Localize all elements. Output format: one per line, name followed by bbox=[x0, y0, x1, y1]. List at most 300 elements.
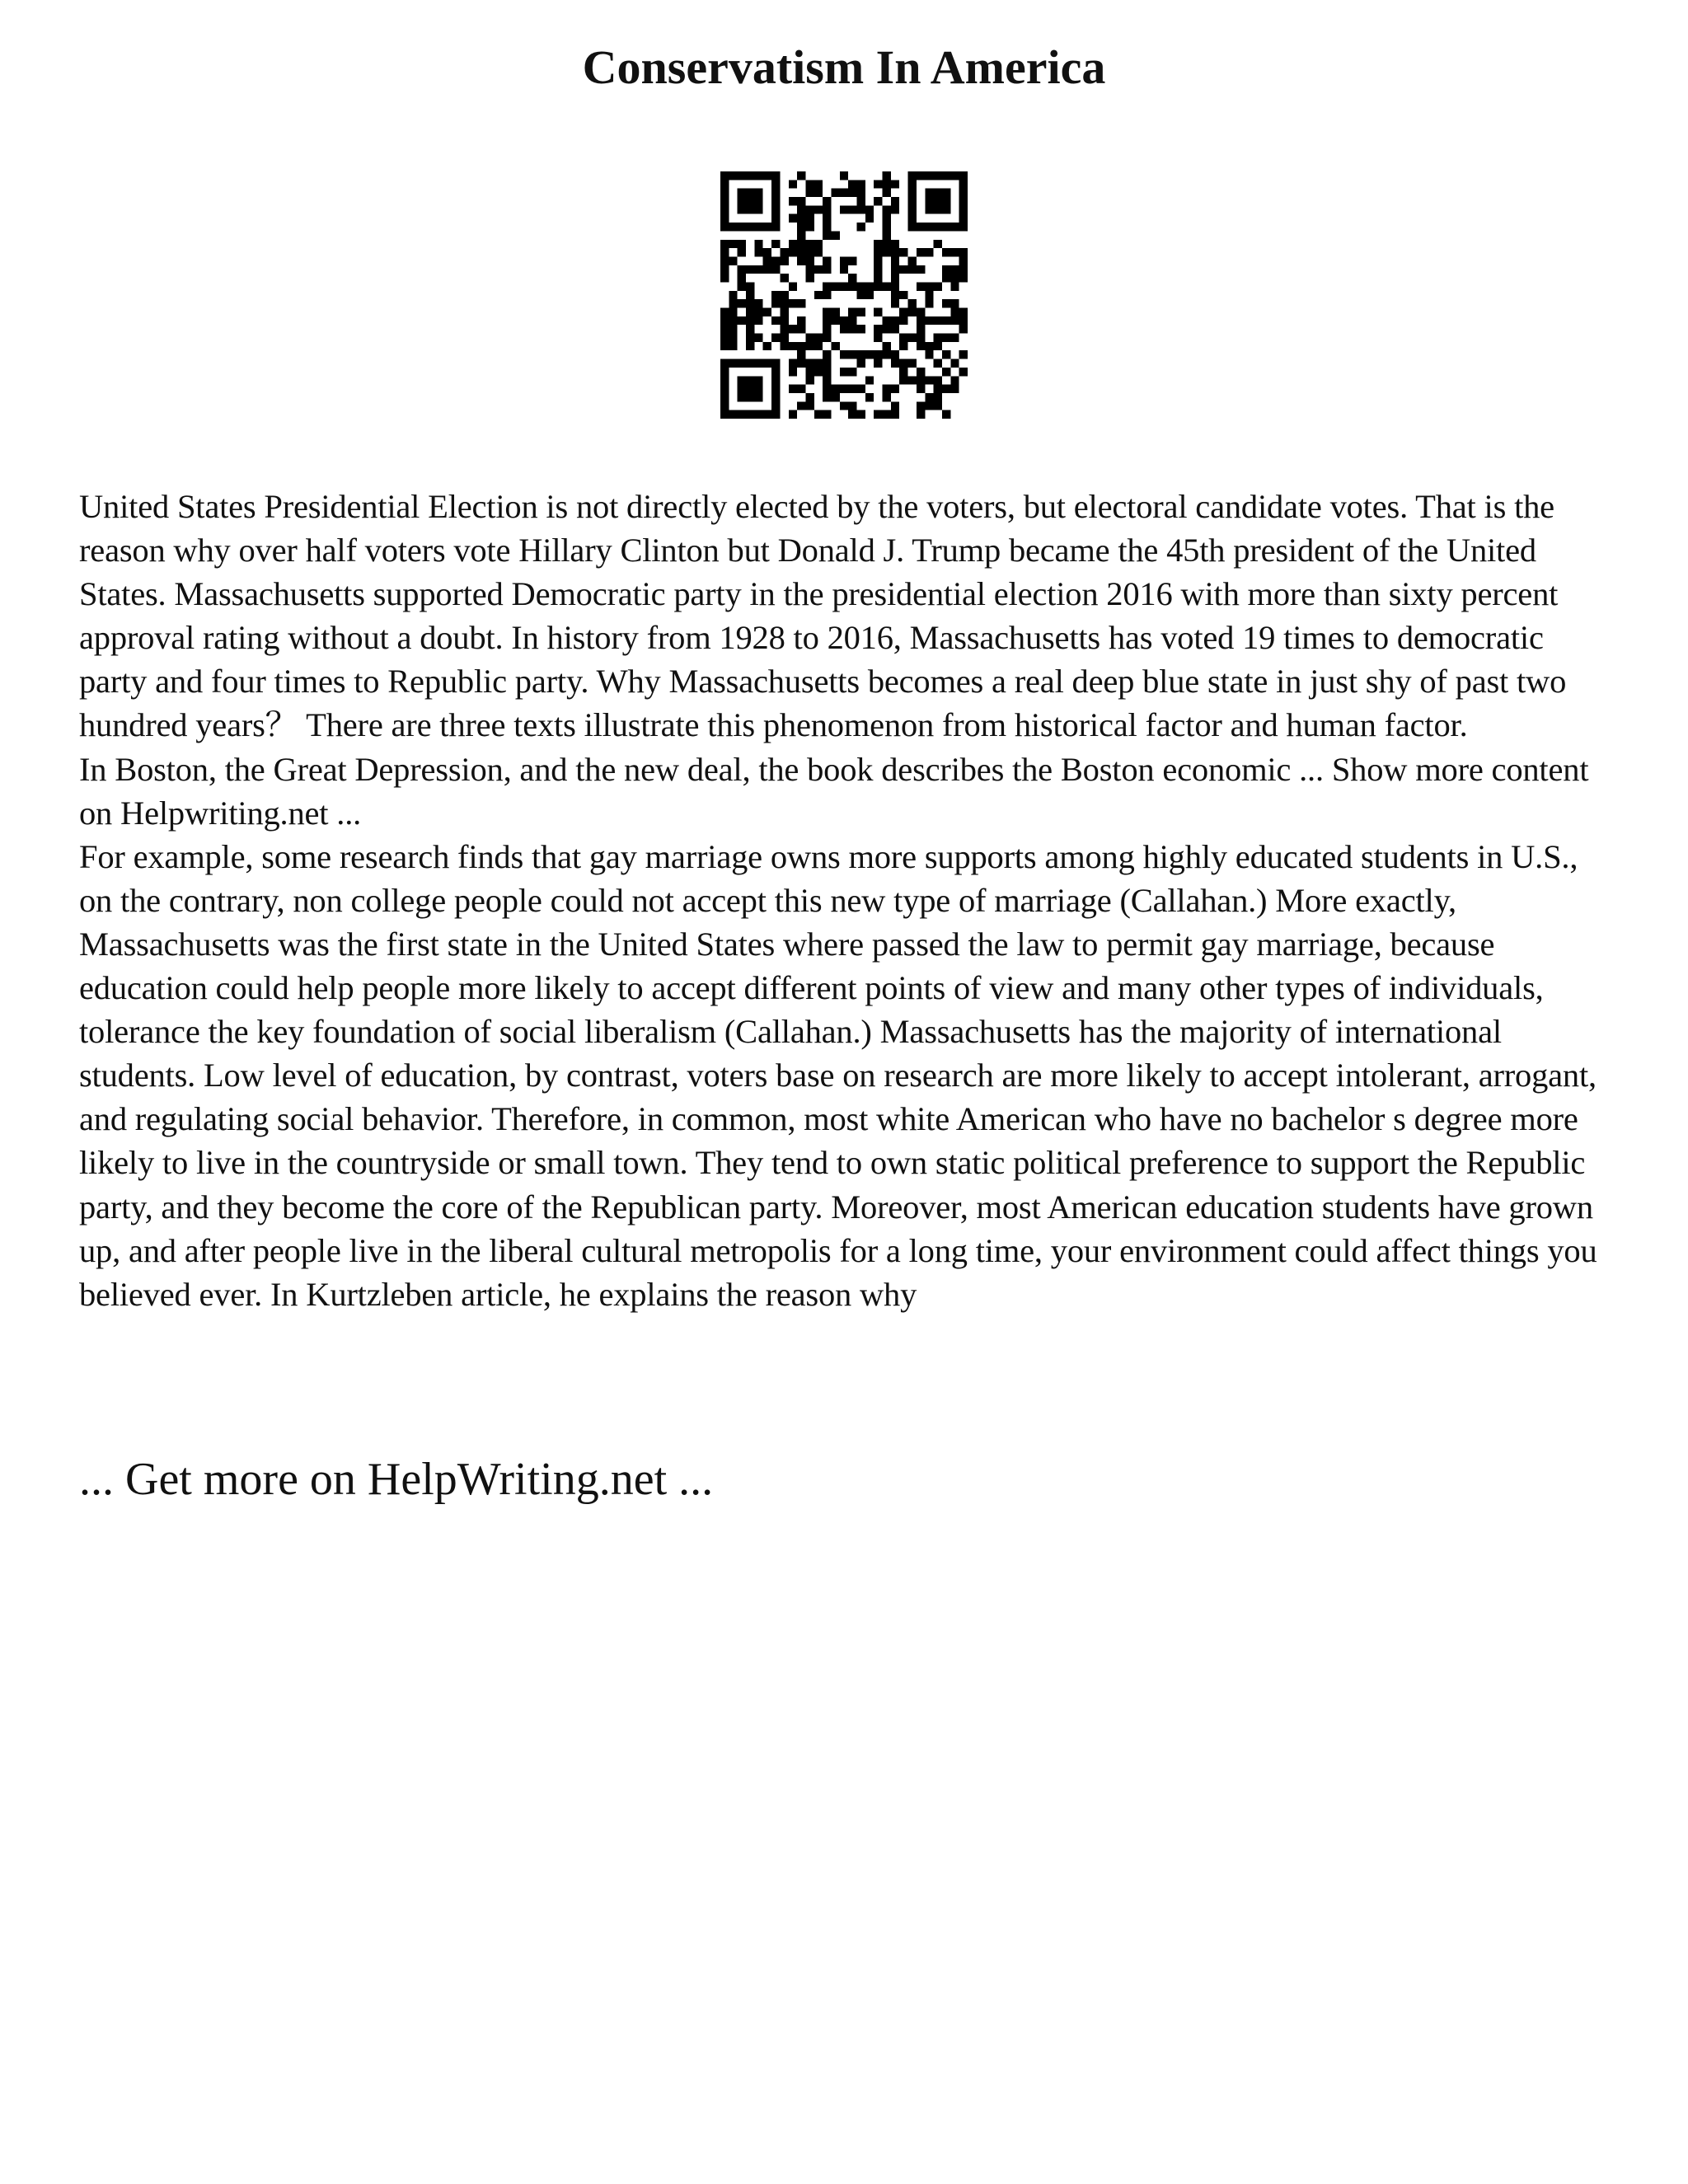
qr-module bbox=[729, 291, 737, 299]
qr-module bbox=[874, 282, 882, 290]
qr-module bbox=[771, 223, 780, 231]
qr-module bbox=[746, 265, 754, 274]
qr-module bbox=[771, 376, 780, 384]
qr-module bbox=[942, 248, 950, 256]
qr-module bbox=[823, 325, 831, 333]
qr-module bbox=[891, 350, 899, 359]
qr-module bbox=[738, 282, 746, 290]
qr-module bbox=[848, 308, 856, 316]
qr-module bbox=[746, 385, 754, 393]
qr-module bbox=[857, 291, 865, 299]
qr-module bbox=[959, 316, 968, 325]
qr-module bbox=[763, 223, 771, 231]
qr-module bbox=[883, 325, 891, 333]
qr-code-graphic bbox=[720, 171, 968, 419]
qr-module bbox=[720, 316, 729, 325]
qr-module bbox=[771, 205, 780, 213]
qr-module bbox=[925, 248, 933, 256]
qr-module bbox=[814, 291, 823, 299]
qr-module bbox=[891, 316, 899, 325]
qr-module bbox=[908, 308, 917, 316]
qr-module bbox=[934, 393, 942, 401]
qr-module bbox=[857, 223, 865, 231]
qr-module bbox=[814, 342, 823, 350]
qr-module bbox=[942, 171, 950, 180]
qr-module bbox=[831, 316, 839, 325]
qr-module bbox=[789, 359, 797, 368]
qr-module bbox=[917, 171, 925, 180]
qr-module bbox=[848, 274, 856, 282]
qr-module bbox=[942, 299, 950, 307]
qr-module bbox=[754, 385, 762, 393]
qr-module bbox=[891, 299, 899, 307]
qr-module bbox=[917, 401, 925, 410]
qr-module bbox=[883, 248, 891, 256]
qr-module bbox=[917, 376, 925, 384]
qr-module bbox=[925, 299, 933, 307]
qr-module bbox=[831, 342, 839, 350]
qr-module bbox=[883, 342, 891, 350]
qr-module bbox=[729, 316, 737, 325]
qr-module bbox=[720, 368, 729, 376]
qr-code-icon bbox=[720, 171, 968, 419]
qr-module bbox=[746, 308, 754, 316]
qr-module bbox=[720, 308, 729, 316]
qr-module bbox=[780, 325, 788, 333]
qr-module bbox=[925, 342, 933, 350]
qr-module bbox=[908, 205, 917, 213]
qr-module bbox=[754, 410, 762, 419]
qr-module bbox=[805, 265, 814, 274]
qr-module bbox=[959, 325, 968, 333]
qr-module bbox=[831, 393, 839, 401]
qr-module bbox=[865, 282, 874, 290]
qr-module bbox=[908, 197, 917, 205]
qr-module bbox=[729, 342, 737, 350]
qr-module bbox=[720, 214, 729, 223]
qr-module bbox=[805, 368, 814, 376]
qr-module bbox=[942, 197, 950, 205]
qr-module bbox=[797, 316, 805, 325]
qr-module bbox=[746, 197, 754, 205]
qr-module bbox=[874, 350, 882, 359]
qr-module bbox=[865, 350, 874, 359]
qr-module bbox=[746, 291, 754, 299]
qr-module bbox=[720, 248, 729, 256]
qr-module bbox=[780, 342, 788, 350]
qr-module bbox=[917, 308, 925, 316]
qr-module bbox=[823, 265, 831, 274]
qr-module bbox=[746, 325, 754, 333]
qr-module bbox=[738, 316, 746, 325]
qr-module bbox=[857, 325, 865, 333]
qr-module bbox=[934, 223, 942, 231]
qr-module bbox=[883, 240, 891, 248]
qr-module bbox=[720, 223, 729, 231]
qr-module bbox=[805, 223, 814, 231]
qr-module bbox=[720, 205, 729, 213]
qr-module bbox=[883, 385, 891, 393]
document-title: Conservatism In America bbox=[582, 40, 1106, 94]
qr-module bbox=[729, 325, 737, 333]
qr-module bbox=[899, 376, 907, 384]
qr-module bbox=[805, 401, 814, 410]
qr-module bbox=[942, 274, 950, 282]
qr-module bbox=[950, 316, 959, 325]
qr-module bbox=[908, 180, 917, 188]
qr-module bbox=[840, 368, 848, 376]
qr-module bbox=[763, 359, 771, 368]
qr-module bbox=[814, 334, 823, 342]
qr-module bbox=[823, 359, 831, 368]
qr-module bbox=[720, 393, 729, 401]
qr-module bbox=[899, 368, 907, 376]
qr-module bbox=[865, 376, 874, 384]
qr-module bbox=[840, 256, 848, 265]
qr-module bbox=[959, 197, 968, 205]
qr-module bbox=[720, 342, 729, 350]
qr-module bbox=[891, 325, 899, 333]
qr-module bbox=[934, 334, 942, 342]
qr-module bbox=[891, 180, 899, 188]
qr-module bbox=[805, 334, 814, 342]
qr-module bbox=[771, 171, 780, 180]
qr-module bbox=[950, 299, 959, 307]
qr-module bbox=[797, 197, 805, 205]
qr-module bbox=[729, 240, 737, 248]
qr-module bbox=[763, 248, 771, 256]
qr-module bbox=[771, 368, 780, 376]
qr-module bbox=[908, 189, 917, 197]
qr-module bbox=[950, 385, 959, 393]
qr-module bbox=[857, 197, 865, 205]
qr-module bbox=[857, 205, 865, 213]
qr-module bbox=[771, 393, 780, 401]
qr-module bbox=[942, 189, 950, 197]
qr-module bbox=[934, 240, 942, 248]
qr-module bbox=[746, 282, 754, 290]
qr-module bbox=[738, 376, 746, 384]
qr-module bbox=[746, 376, 754, 384]
qr-module bbox=[789, 368, 797, 376]
qr-module bbox=[814, 368, 823, 376]
qr-module bbox=[840, 205, 848, 213]
qr-module bbox=[840, 265, 848, 274]
document-body bbox=[79, 485, 1612, 1316]
qr-module bbox=[874, 180, 882, 188]
qr-module bbox=[917, 282, 925, 290]
qr-module bbox=[883, 223, 891, 231]
qr-module bbox=[720, 359, 729, 368]
qr-module bbox=[857, 189, 865, 197]
qr-module bbox=[925, 376, 933, 384]
qr-module bbox=[848, 282, 856, 290]
qr-module bbox=[865, 214, 874, 223]
qr-module bbox=[823, 334, 831, 342]
qr-module bbox=[959, 189, 968, 197]
qr-module bbox=[823, 410, 831, 419]
qr-module bbox=[848, 350, 856, 359]
qr-module bbox=[917, 410, 925, 419]
qr-module bbox=[840, 189, 848, 197]
qr-module bbox=[805, 180, 814, 188]
qr-module bbox=[823, 368, 831, 376]
qr-module bbox=[771, 189, 780, 197]
qr-module bbox=[789, 282, 797, 290]
qr-module bbox=[934, 282, 942, 290]
qr-module bbox=[848, 368, 856, 376]
qr-module bbox=[771, 265, 780, 274]
qr-module bbox=[797, 205, 805, 213]
qr-module bbox=[738, 274, 746, 282]
qr-module bbox=[934, 205, 942, 213]
qr-module bbox=[789, 385, 797, 393]
qr-module bbox=[908, 359, 917, 368]
qr-module bbox=[805, 248, 814, 256]
qr-module bbox=[823, 256, 831, 265]
qr-module bbox=[746, 342, 754, 350]
qr-module bbox=[789, 180, 797, 188]
qr-module bbox=[883, 350, 891, 359]
qr-module bbox=[797, 401, 805, 410]
qr-module bbox=[771, 197, 780, 205]
qr-module bbox=[848, 180, 856, 188]
qr-module bbox=[840, 316, 848, 325]
qr-module bbox=[720, 265, 729, 274]
qr-module bbox=[942, 334, 950, 342]
qr-module bbox=[823, 393, 831, 401]
qr-module bbox=[729, 299, 737, 307]
qr-module bbox=[771, 385, 780, 393]
qr-module bbox=[883, 205, 891, 213]
qr-module bbox=[771, 256, 780, 265]
qr-module bbox=[908, 376, 917, 384]
qr-module bbox=[848, 189, 856, 197]
qr-module bbox=[934, 385, 942, 393]
body-paragraph-3: For example, some research finds that gay marriage owns more supports among highly educated students in U.S., on the contrary, non college people could not accept this new type of marriage (Callahan.) More exactly, Massachusetts was the first state in the United States where passed the law to permit gay marriage, because education could help people more likely to accept different points of view and many other types of individuals, tolerance the key foundation of social liberalism (Callahan.) Massachusetts has the majority of international students. Low level of education, by contrast, voters base on research are more likely to accept intolerant, arrogant, and regulating social behavior. Therefore, in common, most white American who have no bachelor s degree more likely to live in the countryside or small town. They tend to own static political preference to support the Republic party, and they become the core of the Republican party. Moreover, most American education students have grown up, and after people live in the liberal cultural metropolis for a long time, your environment could affect things you believed ever. In Kurtzleben article, he explains the reason why bbox=[79, 837, 1597, 1313]
qr-module bbox=[840, 401, 848, 410]
qr-module bbox=[720, 197, 729, 205]
qr-module bbox=[720, 410, 729, 419]
qr-module bbox=[891, 197, 899, 205]
qr-module bbox=[908, 214, 917, 223]
qr-module bbox=[738, 240, 746, 248]
qr-module bbox=[874, 248, 882, 256]
qr-module bbox=[891, 385, 899, 393]
qr-module bbox=[831, 308, 839, 316]
qr-module bbox=[823, 385, 831, 393]
qr-module bbox=[950, 274, 959, 282]
qr-module bbox=[950, 223, 959, 231]
qr-module bbox=[823, 376, 831, 384]
qr-module bbox=[780, 316, 788, 325]
qr-module bbox=[789, 248, 797, 256]
qr-module bbox=[934, 401, 942, 410]
qr-module bbox=[754, 265, 762, 274]
qr-module bbox=[857, 282, 865, 290]
qr-module bbox=[814, 189, 823, 197]
qr-module bbox=[746, 410, 754, 419]
qr-module bbox=[823, 231, 831, 239]
qr-module bbox=[797, 325, 805, 333]
qr-module bbox=[831, 189, 839, 197]
qr-module bbox=[814, 410, 823, 419]
qr-module bbox=[891, 256, 899, 265]
qr-module bbox=[780, 274, 788, 282]
qr-module bbox=[925, 401, 933, 410]
qr-module bbox=[763, 308, 771, 316]
qr-module bbox=[746, 359, 754, 368]
qr-module bbox=[891, 359, 899, 368]
qr-module bbox=[771, 214, 780, 223]
qr-module bbox=[746, 316, 754, 325]
qr-module bbox=[857, 180, 865, 188]
qr-module bbox=[797, 214, 805, 223]
qr-module bbox=[771, 299, 780, 307]
qr-module bbox=[763, 171, 771, 180]
qr-module bbox=[925, 223, 933, 231]
qr-module bbox=[789, 240, 797, 248]
qr-module bbox=[746, 171, 754, 180]
qr-module bbox=[865, 291, 874, 299]
qr-module bbox=[763, 410, 771, 419]
qr-module bbox=[883, 171, 891, 180]
qr-module bbox=[857, 350, 865, 359]
qr-module bbox=[891, 265, 899, 274]
qr-module bbox=[899, 334, 907, 342]
qr-module bbox=[942, 350, 950, 359]
qr-module bbox=[729, 359, 737, 368]
qr-module bbox=[908, 256, 917, 265]
qr-module bbox=[797, 256, 805, 265]
qr-module bbox=[789, 299, 797, 307]
qr-module bbox=[738, 359, 746, 368]
qr-module bbox=[925, 197, 933, 205]
qr-module bbox=[899, 308, 907, 316]
qr-module bbox=[831, 231, 839, 239]
qr-module bbox=[805, 393, 814, 401]
qr-module bbox=[899, 248, 907, 256]
qr-module bbox=[754, 223, 762, 231]
qr-module bbox=[746, 299, 754, 307]
qr-module bbox=[805, 256, 814, 265]
qr-module bbox=[729, 334, 737, 342]
qr-module bbox=[754, 299, 762, 307]
qr-module bbox=[720, 385, 729, 393]
qr-module bbox=[763, 256, 771, 265]
qr-module bbox=[959, 256, 968, 265]
qr-module bbox=[805, 376, 814, 384]
qr-module bbox=[720, 240, 729, 248]
get-more-link[interactable]: ... Get more on HelpWriting.net ... bbox=[79, 1454, 714, 1505]
qr-module bbox=[805, 214, 814, 223]
qr-module bbox=[823, 308, 831, 316]
qr-module bbox=[771, 401, 780, 410]
qr-module bbox=[789, 342, 797, 350]
qr-module bbox=[934, 359, 942, 368]
qr-module bbox=[934, 189, 942, 197]
qr-module bbox=[899, 342, 907, 350]
qr-module bbox=[720, 180, 729, 188]
qr-module bbox=[746, 223, 754, 231]
qr-module bbox=[814, 359, 823, 368]
qr-module bbox=[789, 214, 797, 223]
qr-module bbox=[950, 265, 959, 274]
qr-module bbox=[814, 265, 823, 274]
qr-module bbox=[934, 376, 942, 384]
qr-module bbox=[814, 240, 823, 248]
qr-module bbox=[959, 205, 968, 213]
qr-module bbox=[891, 282, 899, 290]
qr-module bbox=[959, 171, 968, 180]
qr-module bbox=[874, 359, 882, 368]
qr-module bbox=[738, 393, 746, 401]
qr-module bbox=[729, 410, 737, 419]
qr-module bbox=[908, 334, 917, 342]
qr-module bbox=[729, 171, 737, 180]
qr-module bbox=[805, 189, 814, 197]
qr-module bbox=[959, 223, 968, 231]
qr-module bbox=[780, 299, 788, 307]
qr-module bbox=[771, 410, 780, 419]
qr-module bbox=[848, 256, 856, 265]
qr-module bbox=[848, 205, 856, 213]
qr-module bbox=[738, 205, 746, 213]
qr-module bbox=[891, 248, 899, 256]
qr-module bbox=[823, 205, 831, 213]
qr-module bbox=[789, 410, 797, 419]
qr-module bbox=[780, 334, 788, 342]
qr-module bbox=[738, 197, 746, 205]
qr-module bbox=[917, 334, 925, 342]
qr-module bbox=[925, 189, 933, 197]
qr-module bbox=[848, 410, 856, 419]
qr-module bbox=[899, 291, 907, 299]
qr-module bbox=[942, 316, 950, 325]
qr-module bbox=[797, 248, 805, 256]
body-paragraph-1: United States Presidential Election is not directly elected by the voters, but electoral candidate votes. That is the reason why over half voters vote Hillary Clinton but Donald J. Trump became the 45th president of the United States. Massachusetts supported Democratic party in the presidential election 2016 with more than sixty percent approval rating without a doubt. In history from 1928 to 2016, Massachusetts has voted 19 times to democratic party and four times to Republic party. Why Massachusetts becomes a real deep blue state in just shy of past two hundred years？ There are three texts illustrate this phenomenon from historical factor and human factor. bbox=[79, 488, 1567, 744]
qr-module bbox=[780, 291, 788, 299]
qr-module bbox=[934, 171, 942, 180]
qr-module bbox=[950, 334, 959, 342]
qr-module bbox=[738, 385, 746, 393]
qr-module bbox=[720, 325, 729, 333]
qr-module bbox=[959, 265, 968, 274]
qr-module bbox=[780, 308, 788, 316]
qr-module bbox=[883, 410, 891, 419]
qr-module bbox=[840, 385, 848, 393]
qr-module bbox=[891, 410, 899, 419]
qr-module bbox=[771, 359, 780, 368]
qr-module bbox=[874, 274, 882, 282]
qr-module bbox=[891, 401, 899, 410]
qr-module bbox=[746, 334, 754, 342]
qr-module bbox=[823, 316, 831, 325]
qr-module bbox=[729, 308, 737, 316]
qr-module bbox=[874, 410, 882, 419]
qr-module bbox=[874, 325, 882, 333]
qr-module bbox=[746, 393, 754, 401]
qr-module bbox=[857, 410, 865, 419]
qr-module bbox=[763, 342, 771, 350]
qr-module bbox=[848, 385, 856, 393]
qr-module bbox=[925, 282, 933, 290]
qr-module bbox=[831, 385, 839, 393]
qr-module bbox=[797, 359, 805, 368]
qr-module bbox=[840, 350, 848, 359]
qr-module bbox=[754, 316, 762, 325]
qr-module bbox=[934, 197, 942, 205]
